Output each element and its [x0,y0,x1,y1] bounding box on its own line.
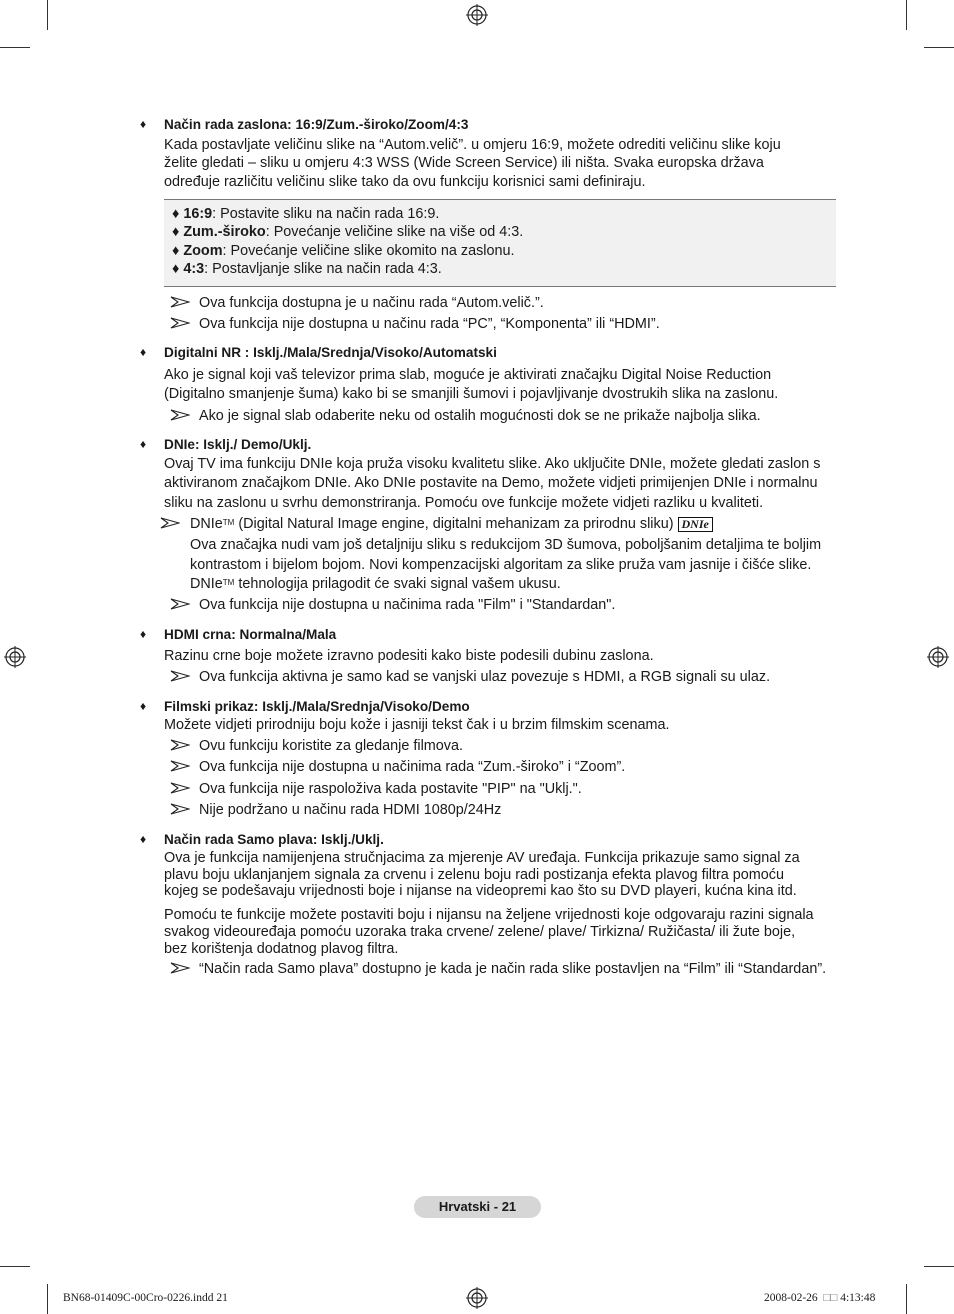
paragraph-line: Ovaj TV ima funkciju DNIe koja pruža visoku kvalitetu slike. Ako uključite DNIe, možete gledati zaslon s [164,456,821,472]
note-arrow-icon [170,803,190,815]
dnie-line: Ova značajka nudi vam još detaljniju sliku s redukcijom 3D šumova, poboljšanim detaljima te boljim [190,537,822,553]
option-label: 4:3 [183,261,205,277]
bullet-icon: ♦ [172,243,180,259]
dnie-line [190,576,561,593]
section-title: Filmski prikaz: Isklj./Mala/Srednja/Visoko/Demo [164,699,470,714]
bullet-icon: ♦ [140,345,147,359]
bullet-icon: ♦ [172,206,180,222]
paragraph-line: sliku na zaslonu u svrhu demonstriranja. Pomoću ove funkcije možete vidjeti razliku u kvaliteti. [164,495,764,511]
paragraph-line: Možete vidjeti prirodniju boju kože i jasniji tekst čak i u brzim filmskim scenama. [164,717,670,733]
paragraph-line: Ako je signal koji vaš televizor prima slab, moguće je aktivirati značajku Digital Noise Reduction [164,367,772,383]
slug-filename: BN68-01409C-00Cro-0226.indd 21 [63,1292,228,1304]
slug-timestamp [764,1290,875,1307]
dnie-term: DNIe [190,516,223,532]
option-text: : Postavite sliku na način rada 16:9. [212,206,440,222]
note-arrow-icon [160,517,180,529]
registration-mark-icon [466,4,488,26]
paragraph-line: Pomoću te funkcije možete postaviti boju i nijansu na željene vrijednosti koje odgovaraju razini signala [164,907,814,923]
crop-mark [47,1284,48,1314]
paragraph-line: aktiviranom značajkom DNIe. Ako DNIe postavite na Demo, možete vidjeti primijenjen DNIe i normalnu [164,475,818,491]
bullet-icon: ♦ [140,699,147,713]
registration-mark-icon [927,646,949,668]
crop-mark [924,47,954,48]
paragraph-line: plavu boju uklanjanjem signala za crvenu i zelenu boju radi postizanja efekta plavog filtra pomoću [164,867,784,883]
dnie-line [190,516,713,533]
note-arrow-icon [170,962,190,974]
bullet-icon: ♦ [140,117,147,131]
option-line [172,243,514,260]
paragraph-line: (Digitalno smanjenje šuma) kako bi se smanjili šumovi i pojavljivanje dvostrukih slika na zaslonu. [164,386,779,402]
note-text: Ova funkcija nije dostupna u načinu rada “PC”, “Komponenta” ili “HDMI”. [199,316,660,332]
dnie-text: (Digital Natural Image engine, digitalni mehanizam za prirodnu sliku) [234,516,674,532]
crop-mark [906,0,907,30]
dnie-line: kontrastom i bijelom bojom. Novi kompenzacijski algoritam za slike pruža vam jasnije i čišće slike. [190,557,812,573]
bullet-icon: ♦ [172,224,180,240]
paragraph-line: kojeg se podešavaju vrijednosti boje i nijanse na videopremi kao što su DVD playeri, kućna kina itd. [164,883,797,899]
dnie-logo: DNIe [678,517,713,532]
dnie-text: tehnologija prilagodit će svaki signal vašem ukusu. [234,576,561,592]
bullet-icon: ♦ [140,832,147,846]
crop-mark [0,47,30,48]
option-text: : Povećanje veličine slike okomito na zaslonu. [222,243,515,259]
paragraph-line: određuje različitu veličinu slike tako da ovu funkciju korisnici sami definiraju. [164,174,646,190]
paragraph-line: svakog videouređaja pomoću uzoraka traka crvene/ zelene/ plave/ Tirkizna/ Ružičasta/ ili žute boje, [164,924,796,940]
note-text: Ovu funkciju koristite za gledanje filmova. [199,738,463,754]
section-title: Način rada zaslona: 16:9/Zum.-široko/Zoom/4:3 [164,117,469,132]
registration-mark-icon [4,646,26,668]
note-arrow-icon [170,296,190,308]
crop-mark [924,1266,954,1267]
crop-mark [47,0,48,30]
options-box [164,199,836,287]
dnie-term: DNIe [190,576,223,592]
note-text: Ako je signal slab odaberite neku od ostalih mogućnosti dok se ne prikaže najbolja slika. [199,408,761,424]
section-title: HDMI crna: Normalna/Mala [164,627,337,642]
note-text: Ova funkcija nije dostupna u načinima rada “Zum.-široko” i “Zoom”. [199,759,626,775]
slug-glyphs: □□ [823,1292,838,1304]
section-title: DNIe: Isklj./ Demo/Uklj. [164,437,312,452]
bullet-icon: ♦ [172,261,180,277]
paragraph-line: Ova je funkcija namijenjena stručnjacima za mjerenje AV uređaja. Funkcija prikazuje samo signal za [164,850,800,866]
note-arrow-icon [170,317,190,329]
note-arrow-icon [170,409,190,421]
option-label: 16:9 [183,206,213,222]
note-text: “Način rada Samo plava” dostupno je kada je način rada slike postavljen na “Film” ili “Standardan”. [199,961,827,977]
note-arrow-icon [170,739,190,751]
crop-mark [906,1284,907,1314]
note-arrow-icon [170,782,190,794]
option-text: : Povećanje veličine slike na više od 4:3. [265,224,524,240]
crop-mark [0,1266,30,1267]
option-line [172,206,439,223]
note-arrow-icon [170,598,190,610]
trademark-mark: TM [222,578,235,587]
section-title: Digitalni NR : Isklj./Mala/Srednja/Visoko/Automatski [164,345,497,360]
bullet-icon: ♦ [140,627,147,641]
option-text: : Postavljanje slike na način rada 4:3. [204,261,442,277]
paragraph-line: Kada postavljate veličinu slike na “Autom.velič”. u omjeru 16:9, možete odrediti veličinu slike koju [164,137,781,153]
slug-date: 2008-02-26 [764,1292,818,1304]
option-line [172,224,523,241]
section-title: Način rada Samo plava: Isklj./Uklj. [164,832,384,847]
bullet-icon: ♦ [140,437,147,451]
note-text: Ova funkcija nije raspoloživa kada postavite "PIP" na "Uklj.". [199,781,582,797]
trademark-mark: TM [222,518,235,527]
slug-time: 4:13:48 [840,1292,876,1304]
option-label: Zum.-široko [183,224,266,240]
paragraph-line: želite gledati – sliku u omjeru 4:3 WSS (Wide Screen Service) ili ništa. Svaka europska država [164,155,764,171]
option-line [172,261,442,278]
note-arrow-icon [170,670,190,682]
note-text: Ova funkcija dostupna je u načinu rada “Autom.velič.”. [199,295,544,311]
registration-mark-icon [466,1287,488,1309]
paragraph-line: bez korištenja dodatnog plavog filtra. [164,941,399,957]
note-text: Ova funkcija nije dostupna u načinima rada "Film" i "Standardan". [199,597,616,613]
paragraph-line: Razinu crne boje možete izravno podesiti kako biste podesili dubinu zaslona. [164,648,654,664]
note-text: Ova funkcija aktivna je samo kad se vanjski ulaz povezuje s HDMI, a RGB signali su ulaz. [199,669,771,685]
option-label: Zoom [183,243,223,259]
page-number-badge: Hrvatski - 21 [414,1196,541,1218]
note-arrow-icon [170,760,190,772]
note-text: Nije podržano u načinu rada HDMI 1080p/24Hz [199,802,502,818]
